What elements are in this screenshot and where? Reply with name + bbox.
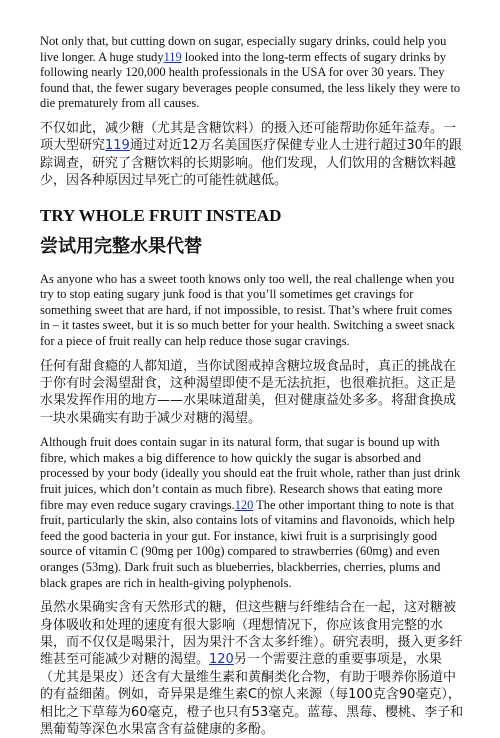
article-body xyxy=(40,34,464,738)
paragraph-text: 虽然水果确实含有天然形式的糖，但这些糖与纤维结合在一起，这对糖被身体吸收和处理的速度有很大影响（理想情况下，你应该食用完整的水果，而不仅仅是喝果汁，因为果汁不含太多纤维）。研究表明，摄入更多纤维甚至可能减少对糖的渴望。 xyxy=(40,600,463,668)
paragraph-text: Not only that, but cutting down on sugar, especially sugary drinks, could help you live longer. A huge study xyxy=(40,34,447,64)
reference-link-119-zh[interactable]: 119 xyxy=(105,138,130,154)
paragraph-text: 不仅如此，减少糖（尤其是含糖饮料）的摄入还可能帮助你延年益寿。一项大型研究 xyxy=(40,120,457,154)
paragraph-zh-longevity xyxy=(40,120,464,190)
reference-link-120[interactable]: 120 xyxy=(234,497,254,512)
paragraph-zh-cravings: 任何有甜食瘾的人都知道，当你试图戒掉含糖垃圾食品时，真正的挑战在于你有时会渴望甜食，这种渴望即使不是无法抗拒，也很难抗拒。这正是水果发挥作用的地方——水果味道甜美，但对健康益处多多。将甜食换成一块水果确实有助于减少对糖的渴望。 xyxy=(40,358,457,426)
paragraph-en-longevity xyxy=(40,34,464,112)
section-heading-en: TRY WHOLE FRUIT INSTEAD xyxy=(40,205,282,225)
paragraph-text: Although fruit does contain sugar in its natural form, that sugar is bound up with fibre, which makes a big difference to how quickly the sugar is absorbed and processed by your body (ideally you should eat the fruit whole, rather than just drink fruit juices, which don’t contain as much fibre). Research shows that eating more fibre may even reduce sugary cravings. xyxy=(40,435,461,512)
section-heading-zh: 尝试用完整水果代替 xyxy=(40,235,202,257)
paragraph-text: 通过对近12万名美国医疗保健专业人士进行超过30年的跟踪调查，研究了含糖饮料的长期影响。他们发现，人们饮用的含糖饮料越少，因各种原因过早死亡的可能性就越低。 xyxy=(40,138,462,189)
paragraph-zh-fibre xyxy=(40,599,464,738)
paragraph-en-fibre xyxy=(40,435,464,591)
reference-link-119[interactable]: 119 xyxy=(163,49,182,64)
paragraph-text: The other important thing to note is that fruit, particularly the skin, also contains lots of vitamins and flavonoids, which help feed the good bacteria in your gut. For instance, kiwi fruit is a surprisingly good source of vitamin C (90mg per 100g) compared to strawberries (60mg) and even oranges (53mg). Dark fruit such as blueberries, blackberries, cherries, plums and black grapes are rich in health-giving polyphenols. xyxy=(40,497,455,590)
paragraph-en-cravings: As anyone who has a sweet tooth knows only too well, the real challenge when you try to stop eating sugary junk food is that you’ll sometimes get cravings for something sweet that are hard, if not impossible, to resist. That’s where fruit comes in – it tastes sweet, but it is so much better for your health. Switching a sweet snack for a piece of fruit really can help reduce those sugar cravings. xyxy=(40,271,455,348)
paragraph-text: looked into the long-term effects of sugary drinks by following nearly 120,000 health professionals in the USA for over 30 years. They found that, the fewer sugary beverages people consumed, the less likely they were to die prematurely from all causes. xyxy=(40,49,461,111)
reference-link-120-zh[interactable]: 120 xyxy=(209,652,234,668)
paragraph-text: 另一个需要注意的重要事项是，水果（尤其是果皮）还含有大量维生素和黄酮类化合物，有助于喂养你肠道中的有益细菌。例如，奇异果是维生素C的惊人来源（每100克含90毫克），相比之下草莓为60毫克，橙子也只有53毫克。蓝莓、黑莓、樱桃、李子和黑葡萄等深色水果富含有益健康的多酚。 xyxy=(40,652,464,737)
